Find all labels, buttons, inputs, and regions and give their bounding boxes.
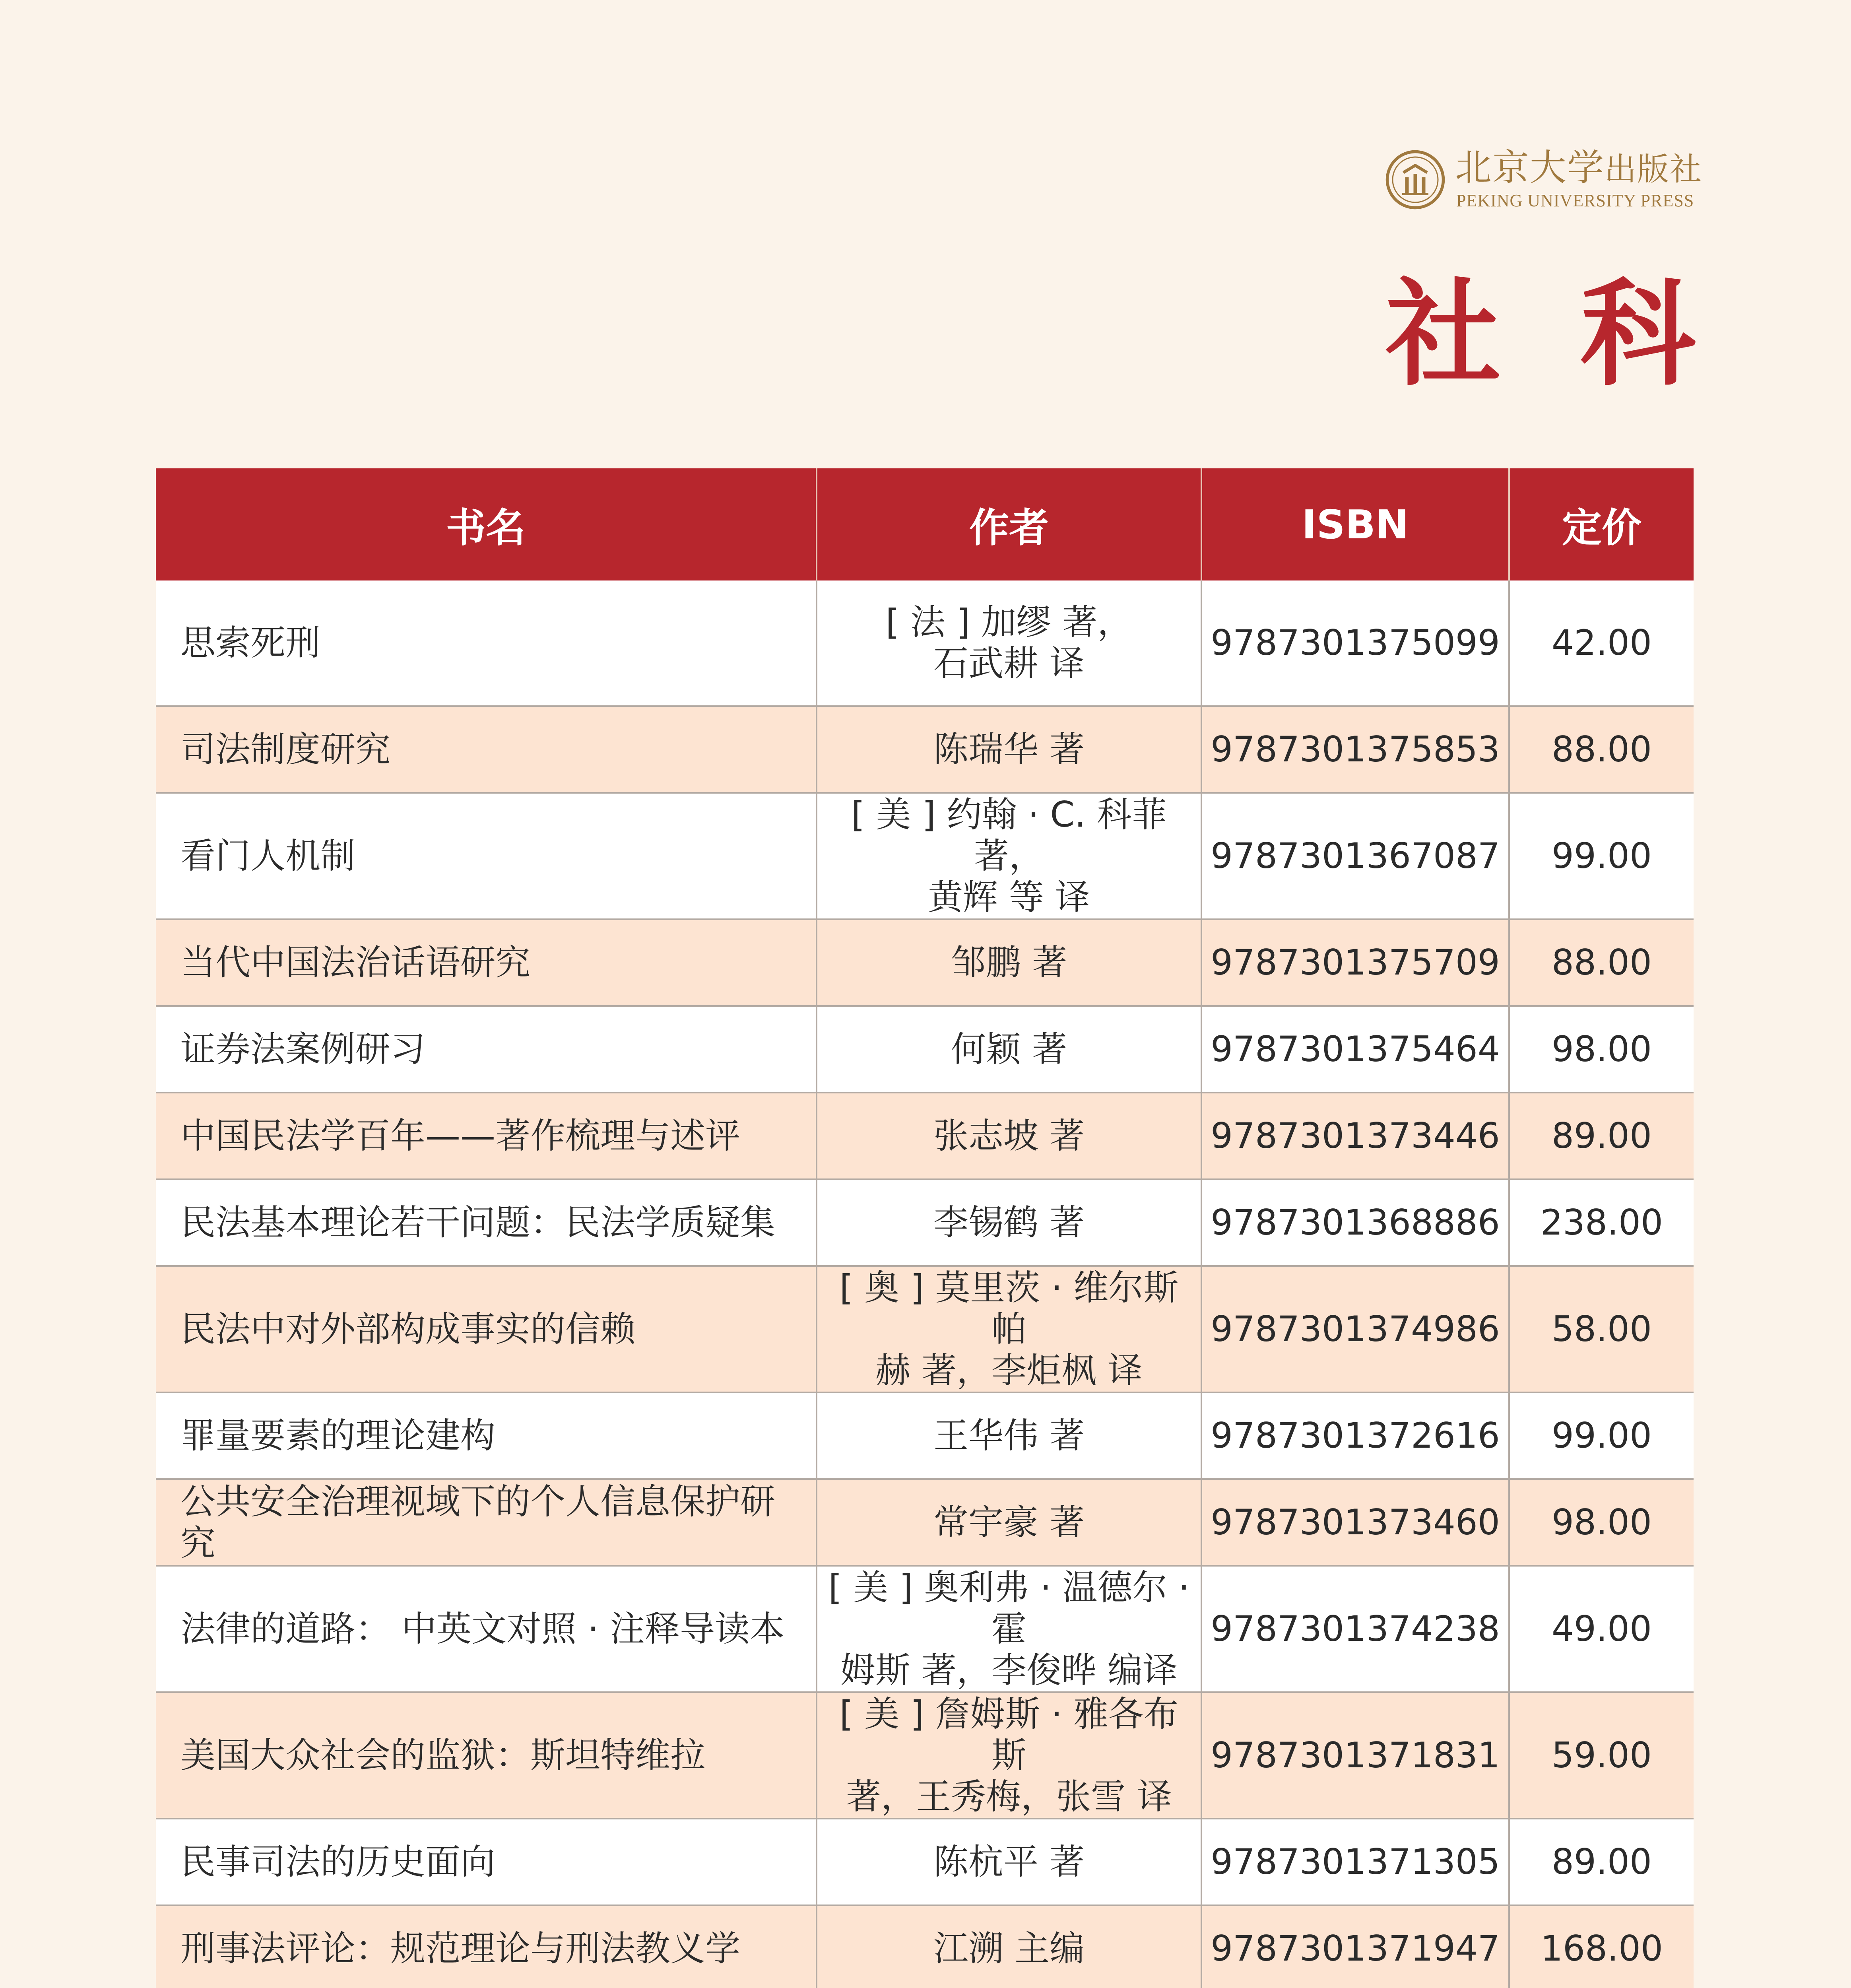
book-isbn: 9787301371305: [1201, 1819, 1509, 1905]
book-author: [817, 1819, 1201, 1905]
book-isbn: 9787301374238: [1201, 1566, 1509, 1692]
author-line: [ 法 ] 加缪 著，: [885, 602, 1133, 643]
page-title: 社科: [1385, 266, 1775, 402]
book-author: [817, 1093, 1201, 1179]
header-author: 作者: [817, 468, 1201, 580]
book-isbn: 9787301375853: [1201, 706, 1509, 793]
table-row: [156, 1179, 1694, 1266]
book-title: 司法制度研究: [156, 706, 817, 793]
author-line: [ 美 ] 奥利弗 · 温德尔 · 霍: [828, 1567, 1190, 1649]
author-line: 王华伟 著: [933, 1415, 1085, 1456]
book-isbn: 9787301375464: [1201, 1006, 1509, 1093]
book-isbn: 9787301375099: [1201, 580, 1509, 706]
book-title: 民法中对外部构成事实的信赖: [156, 1266, 817, 1392]
book-price: 99.00: [1509, 1392, 1694, 1479]
book-table: [156, 468, 1694, 1988]
table-header-row: [156, 468, 1694, 580]
author-line: 张志坡 著: [933, 1115, 1085, 1156]
book-author: [817, 580, 1201, 706]
book-price: 238.00: [1509, 1179, 1694, 1266]
header-isbn: ISBN: [1201, 468, 1509, 580]
publisher-name-en: PEKING UNIVERSITY PRESS: [1456, 191, 1694, 210]
author-line: 常宇豪 著: [933, 1502, 1085, 1543]
book-title: 当代中国法治话语研究: [156, 919, 817, 1006]
book-title: 法律的道路： 中英文对照 · 注释导读本: [156, 1566, 817, 1692]
book-author: [817, 706, 1201, 793]
author-line: 江溯 主编: [933, 1928, 1085, 1969]
university-seal-icon: [1385, 150, 1445, 210]
publisher-name-cn: [1455, 148, 1702, 189]
book-title: 看门人机制: [156, 793, 817, 919]
book-author: [817, 1566, 1201, 1692]
book-price: 88.00: [1509, 919, 1694, 1006]
book-isbn: 9787301374986: [1201, 1266, 1509, 1392]
table-row: [156, 1093, 1694, 1179]
book-title: 证券法案例研习: [156, 1006, 817, 1093]
book-price: 99.00: [1509, 793, 1694, 919]
table-row: [156, 1905, 1694, 1988]
book-title: 罪量要素的理论建构: [156, 1392, 817, 1479]
book-isbn: 9787301368886: [1201, 1179, 1509, 1266]
author-line: [ 美 ] 詹姆斯 · 雅各布斯: [839, 1693, 1179, 1776]
book-title: 公共安全治理视域下的个人信息保护研究: [156, 1479, 817, 1566]
book-title: 思索死刑: [156, 580, 817, 706]
book-author: [817, 919, 1201, 1006]
table-row: [156, 1266, 1694, 1392]
book-price: 88.00: [1509, 706, 1694, 793]
book-author: [817, 1692, 1201, 1819]
book-price: 98.00: [1509, 1006, 1694, 1093]
book-price: 98.00: [1509, 1479, 1694, 1566]
book-isbn: 9787301367087: [1201, 793, 1509, 919]
table-row: [156, 1692, 1694, 1819]
press-name: 出版社: [1605, 151, 1703, 188]
book-price: 168.00: [1509, 1905, 1694, 1988]
book-title: 美国大众社会的监狱：斯坦特维拉: [156, 1692, 817, 1819]
book-author: [817, 1479, 1201, 1566]
book-isbn: 9787301373460: [1201, 1479, 1509, 1566]
book-price: 89.00: [1509, 1093, 1694, 1179]
author-line: 陈杭平 著: [933, 1841, 1085, 1882]
book-isbn: 9787301375709: [1201, 919, 1509, 1006]
book-author: [817, 1392, 1201, 1479]
table-row: [156, 1392, 1694, 1479]
author-line: 姆斯 著，李俊晔 编译: [840, 1650, 1178, 1691]
book-isbn: 9787301372616: [1201, 1392, 1509, 1479]
book-price: 89.00: [1509, 1819, 1694, 1905]
book-title: 中国民法学百年——著作梳理与述评: [156, 1093, 817, 1179]
book-price: 49.00: [1509, 1566, 1694, 1692]
table-row: [156, 1819, 1694, 1905]
book-author: [817, 1905, 1201, 1988]
book-price: 59.00: [1509, 1692, 1694, 1819]
book-rows: [156, 580, 1694, 1988]
book-isbn: 9787301373446: [1201, 1093, 1509, 1179]
table-row: [156, 793, 1694, 919]
publisher-logo: [1385, 146, 1703, 212]
author-line: 李锡鹤 著: [933, 1202, 1085, 1243]
table-row: [156, 706, 1694, 793]
table-row: [156, 919, 1694, 1006]
author-line: 石武耕 译: [933, 643, 1085, 684]
author-line: 邹鹏 著: [951, 942, 1067, 983]
book-author: [817, 1179, 1201, 1266]
university-name: 北京大学: [1455, 146, 1605, 189]
book-isbn: 9787301371947: [1201, 1905, 1509, 1988]
table-row: [156, 580, 1694, 706]
author-line: 赫 著，李炬枫 译: [875, 1350, 1143, 1391]
book-author: [817, 1266, 1201, 1392]
author-line: 陈瑞华 著: [933, 729, 1085, 770]
book-title: 民法基本理论若干问题：民法学质疑集: [156, 1179, 817, 1266]
book-price: 58.00: [1509, 1266, 1694, 1392]
book-author: [817, 1006, 1201, 1093]
author-line: [ 奥 ] 莫里茨 · 维尔斯帕: [839, 1267, 1179, 1349]
table-row: [156, 1566, 1694, 1692]
book-price: 42.00: [1509, 580, 1694, 706]
header-title: 书名: [156, 468, 817, 580]
book-title: 民事司法的历史面向: [156, 1819, 817, 1905]
author-line: 何颖 著: [951, 1029, 1067, 1070]
author-line: 黄辉 等 译: [928, 877, 1090, 918]
book-title: 刑事法评论：规范理论与刑法教义学: [156, 1905, 817, 1988]
header-price: 定价: [1509, 468, 1694, 580]
author-line: [ 美 ] 约翰 · C. 科菲 著，: [851, 794, 1167, 876]
author-line: 著，王秀梅，张雪 译: [846, 1776, 1172, 1817]
table-row: [156, 1479, 1694, 1566]
book-author: [817, 793, 1201, 919]
table-row: [156, 1006, 1694, 1093]
book-isbn: 9787301371831: [1201, 1692, 1509, 1819]
